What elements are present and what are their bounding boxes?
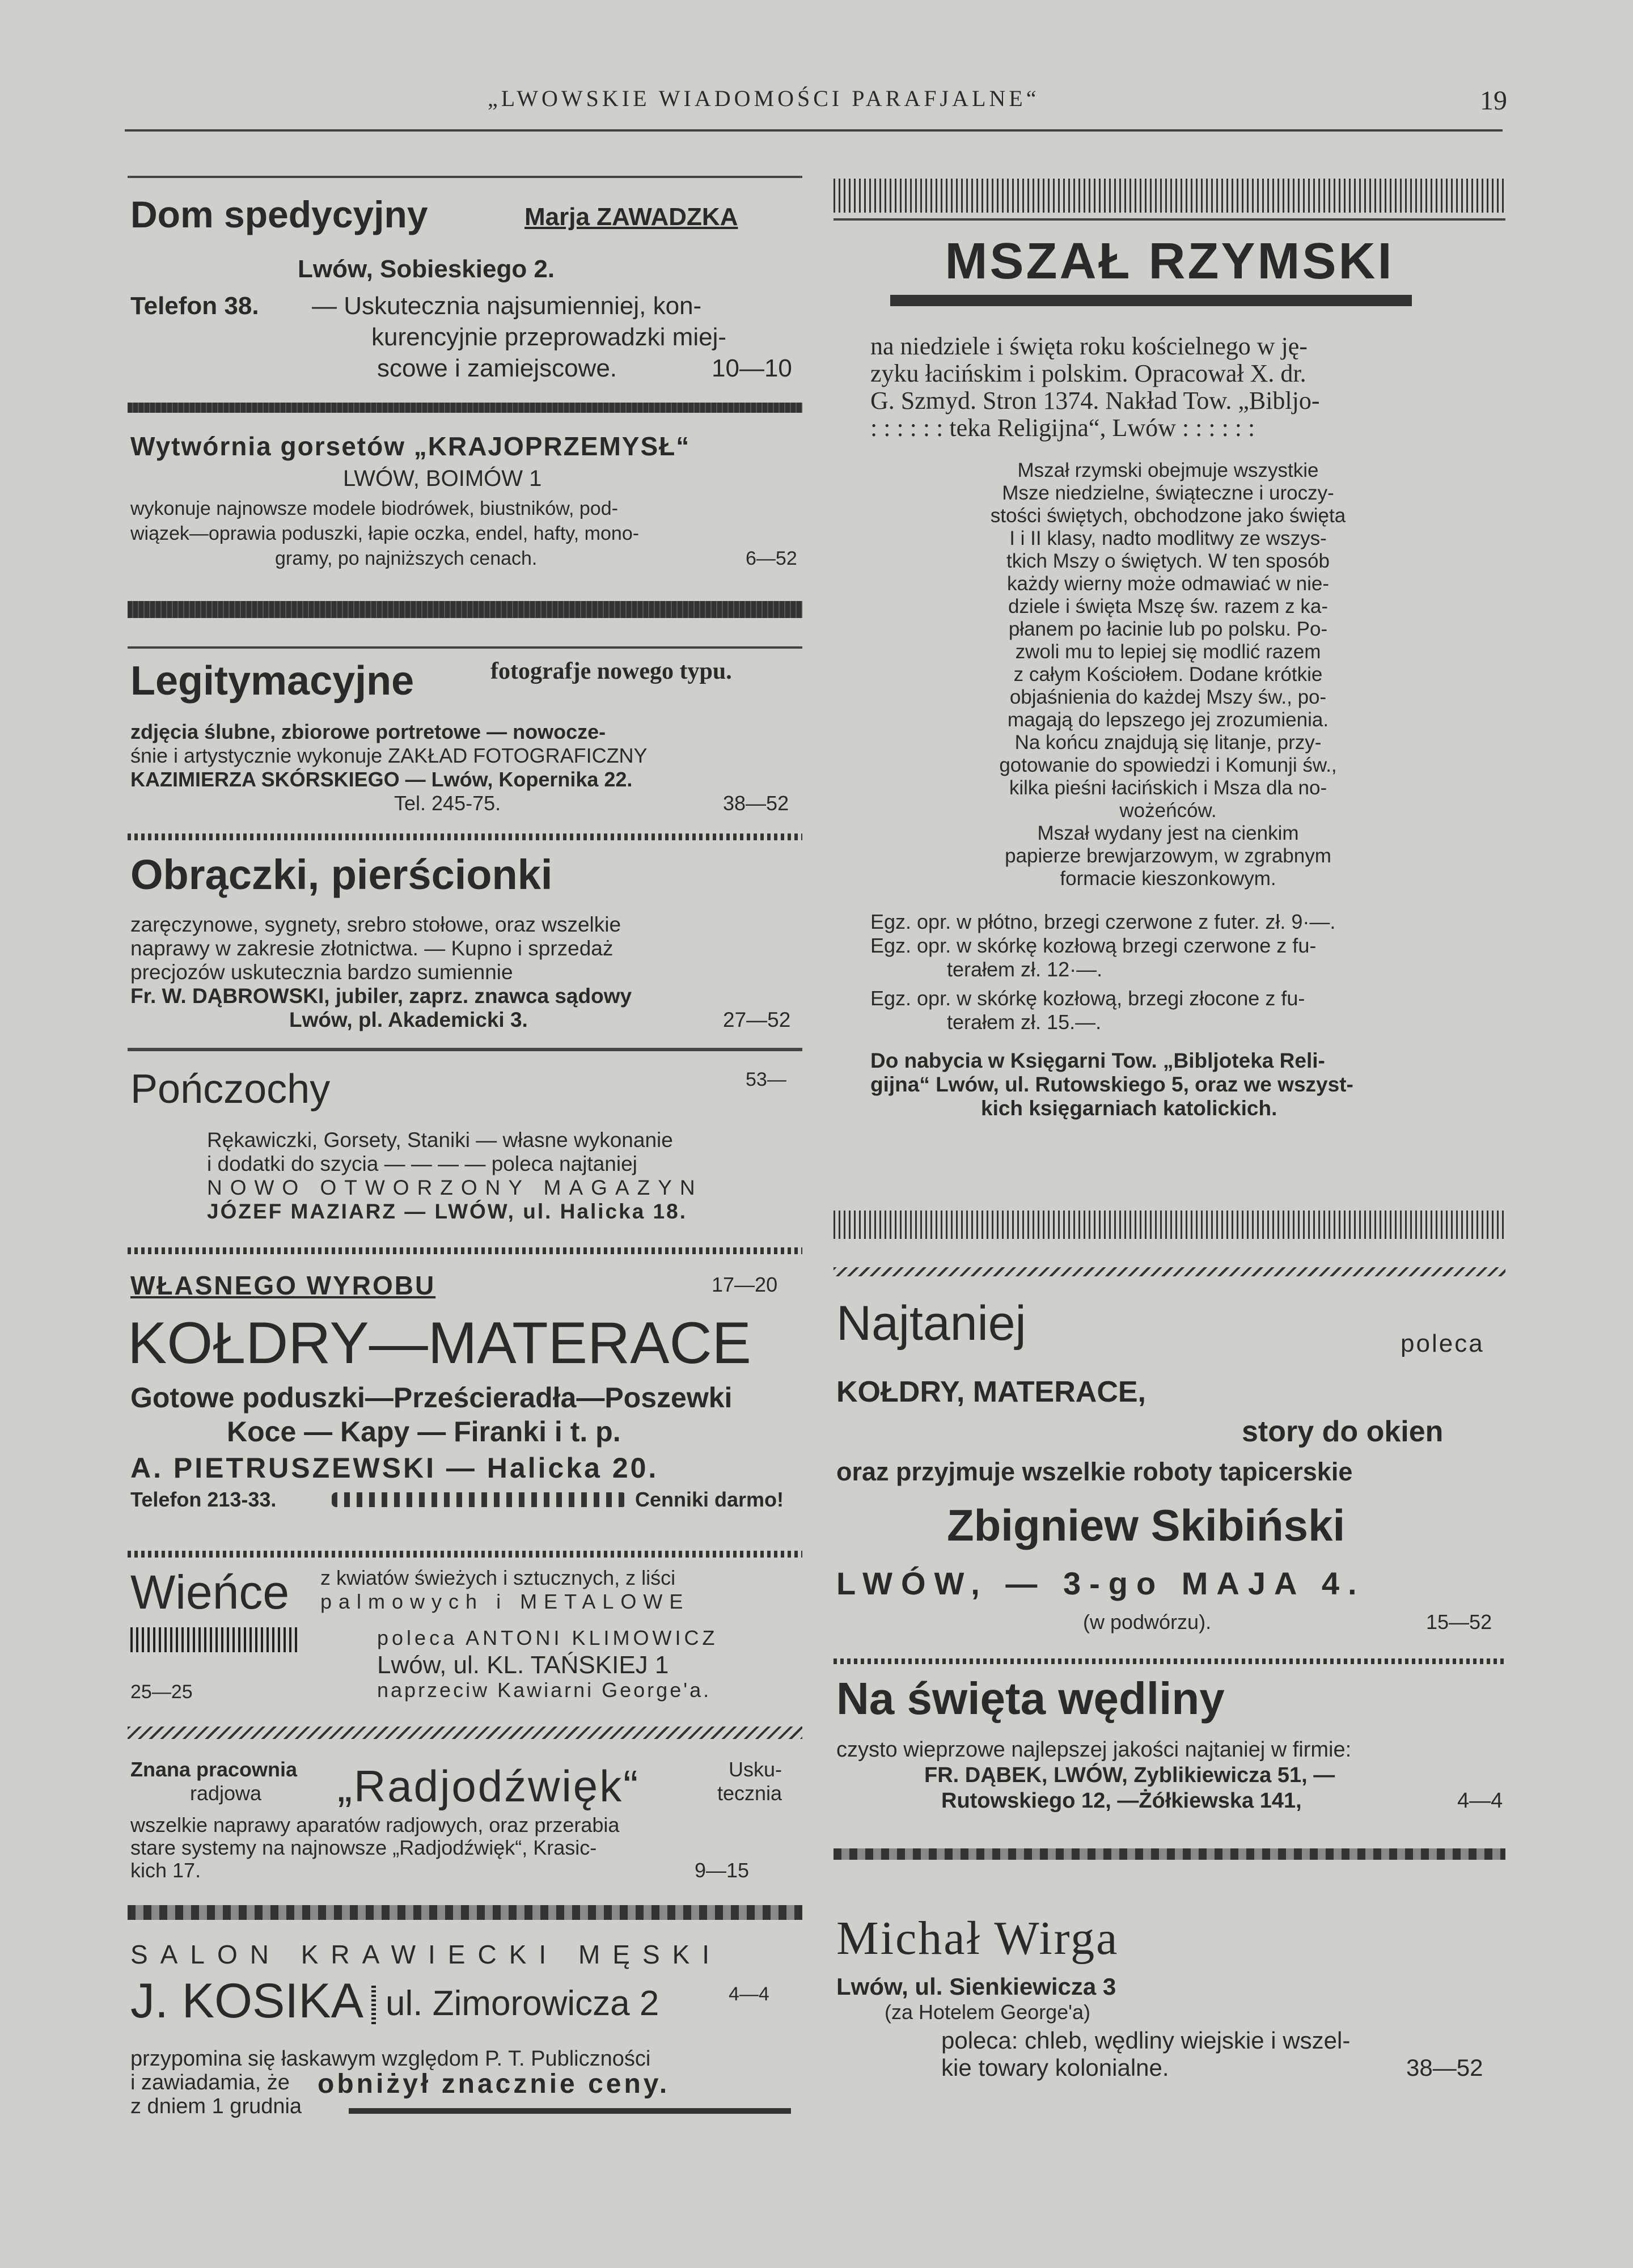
ad-code: 53— <box>746 1069 786 1090</box>
ad-code: 4—4 <box>729 1983 769 2005</box>
ad-text: kich 17. <box>130 1859 201 1882</box>
ad-subtitle: fotografje nowego typu. <box>490 658 732 684</box>
ornament-bars <box>371 1984 376 2024</box>
ad-text: gramy, po najniższych cenach. <box>275 548 538 569</box>
ad-text: śnie i artystycznie wykonuje ZAKŁAD FOTOGRAFICZNY <box>130 744 648 767</box>
ad-text: przypomina się łaskawym względom P. T. Publiczności <box>130 2047 651 2071</box>
ad-pre: radjowa <box>190 1782 262 1805</box>
desc-line: dziele i święta Mszę św. razem z ka- <box>1008 595 1329 617</box>
desc-line: Msze niedzielne, świąteczne i uroczy- <box>1002 482 1334 504</box>
ad-highlight: obniżył znacznie ceny. <box>318 2069 670 2099</box>
ad-code: 9—15 <box>695 1859 750 1882</box>
ad-title: KOŁDRY—MATERACE <box>128 1310 751 1376</box>
ad-title: Wytwórnia gorsetów „KRAJOPRZEMYSŁ“ <box>130 431 691 461</box>
ad-title: Legitymacyjne <box>130 658 414 704</box>
desc-line: stości świętych, obchodzone jako święta <box>990 505 1346 527</box>
ad-code: 27—52 <box>723 1008 791 1031</box>
ad-text: Fr. W. DĄBROWSKI, jubiler, zaprz. znawca sądowy <box>130 984 632 1008</box>
price-line: Egz. opr. w skórkę kozłową, brzegi złocone z fu- <box>870 987 1305 1010</box>
header-rule <box>125 129 1503 132</box>
ornament-chain <box>332 1492 627 1507</box>
desc-line: objaśnienia do każdej Mszy św., po- <box>1009 686 1327 708</box>
ad-address: ul. Zimorowicza 2 <box>386 1984 659 2023</box>
ad-code: 6—52 <box>746 548 797 569</box>
ad-text: tecznia <box>717 1782 782 1805</box>
ad-text: Rękawiczki, Gorsety, Staniki — własne wykonanie <box>207 1128 673 1152</box>
ad-text: KOŁDRY, MATERACE, <box>836 1376 1146 1408</box>
ad-text: FR. DĄBEK, LWÓW, Zyblikiewicza 51, — <box>924 1763 1335 1787</box>
desc-line: magają do lepszego jej zrozumienia. <box>1007 709 1329 731</box>
desc-line: tkich Mszy o świętych. W ten sposób <box>1006 550 1330 572</box>
ad-text: naprzeciw Kawiarni George'a. <box>377 1678 712 1702</box>
divider <box>834 218 1505 221</box>
divider <box>128 1727 802 1739</box>
ad-text: scowe i zamiejscowe. <box>377 354 617 382</box>
divider <box>834 1658 1505 1664</box>
ad-text: zyku łacińskim i polskim. Opracował X. dr. <box>870 359 1306 387</box>
ad-text: KAZIMIERZA SKÓRSKIEGO — Lwów, Kopernika 22. <box>130 768 633 791</box>
running-header-title: „LWOWSKIE WIADOMOŚCI PARAFJALNE“ <box>488 86 1040 111</box>
desc-line: Mszał rzymski obejmuje wszystkie <box>1017 459 1319 481</box>
ad-text: z dniem 1 grudnia <box>130 2094 302 2118</box>
divider <box>128 601 802 618</box>
ornament-bars <box>130 1627 301 1652</box>
ad-address: LWÓW, — 3-go MAJA 4. <box>836 1565 1365 1601</box>
ad-address: LWÓW, BOIMÓW 1 <box>343 466 542 491</box>
ad-text: naprawy w zakresie złotnictwa. — Kupno i sprzedaż <box>130 937 614 960</box>
ad-text: i zawiadamia, że <box>130 2071 290 2094</box>
ad-fotografia <box>128 658 802 828</box>
ad-text: poleca: chleb, wędliny wiejskie i wszel- <box>941 2027 1351 2054</box>
ad-code: 17—20 <box>712 1273 778 1296</box>
ad-phone: Telefon 213-33. <box>130 1488 277 1511</box>
price-line: terałem zł. 15.—. <box>947 1010 1102 1034</box>
ad-text: story do okien <box>1242 1415 1444 1448</box>
ad-phone: Tel. 245-75. <box>394 792 501 815</box>
ad-text: Rutowskiego 12, —Żółkiewska 141, <box>941 1789 1302 1813</box>
ad-phone: Telefon 38. <box>130 292 259 320</box>
ad-title: Michał Wirga <box>836 1912 1119 1965</box>
buy-line: gijna“ Lwów, ul. Rutowskiego 5, oraz we wszyst- <box>870 1073 1353 1096</box>
buy-line: kich księgarniach katolickich. <box>981 1097 1277 1120</box>
ad-name: J. KOSIKA <box>130 1974 364 2028</box>
ad-skibinski <box>834 1296 1505 1634</box>
ad-radjodzwiek <box>128 1758 802 1928</box>
ad-title: Obrączki, pierścionki <box>130 851 553 898</box>
ad-title: SALON KRAWIECKI MĘSKI <box>130 1940 722 1969</box>
desc-line: gotowanie do spowiedzi i Komunji św., <box>999 754 1337 776</box>
ad-code: 4—4 <box>1457 1789 1503 1813</box>
ad-text: kie towary kolonialne. <box>941 2054 1169 2081</box>
ad-title: Na święta wędliny <box>836 1673 1225 1724</box>
divider <box>349 2108 791 2114</box>
divider <box>834 1267 1505 1276</box>
divider <box>128 403 802 413</box>
ad-code: 25—25 <box>130 1681 193 1703</box>
ad-text: precjozów uskutecznia bardzo sumiennie <box>130 960 513 984</box>
desc-line: Na końcu znajdują się litanje, przy- <box>1014 731 1322 754</box>
ad-text: zdjęcia ślubne, zbiorowe portretowe — nowocze- <box>130 720 606 743</box>
desc-line: płanem po łacinie lub po polsku. Po- <box>1008 618 1328 640</box>
ad-address: Lwów, ul. KL. TAŃSKIEJ 1 <box>377 1651 669 1679</box>
desc-line: zwoli mu to lepiej się modlić razem <box>1015 641 1321 663</box>
buy-line: Do nabycia w Księgarni Tow. „Bibljoteka Reli- <box>870 1049 1325 1072</box>
desc-line: każdy wierny może odmawiać w nie- <box>1007 573 1329 595</box>
ad-text: — Uskutecznia najsumienniej, kon- <box>312 292 702 320</box>
ad-text: z kwiatów świeżych i sztucznych, z liści <box>320 1566 676 1589</box>
ad-text: czysto wieprzowe najlepszej jakości najtaniej w firmie: <box>836 1738 1352 1762</box>
divider <box>834 1848 1505 1860</box>
ad-text: NOWO OTWORZONY MAGAZYN <box>207 1176 703 1199</box>
ad-text: Gotowe poduszki—Prześcieradła—Poszewki <box>130 1382 733 1414</box>
ad-title: „Radjodźwięk“ <box>337 1761 640 1811</box>
ad-code: 15—52 <box>1426 1610 1492 1634</box>
ad-title: Dom spedycyjny <box>130 193 428 235</box>
ad-koldry <box>128 1270 802 1542</box>
divider <box>128 176 802 178</box>
ad-code: 38—52 <box>723 792 789 815</box>
ad-title: Wieńce <box>130 1565 290 1619</box>
ad-name: Zbigniew Skibiński <box>947 1500 1346 1550</box>
ad-text: palmowych i METALOWE <box>320 1590 690 1613</box>
ad-text: zaręczynowe, sygnety, srebro stołowe, oraz wszelkie <box>130 913 621 936</box>
ad-text: i dodatki do szycia — — — — poleca najtaniej <box>207 1152 637 1175</box>
desc-line: papierze brewjarzowym, w zgrabnym <box>1005 845 1331 867</box>
ad-text: kurencyjnie przeprowadzki miej- <box>371 323 727 351</box>
ad-code: 10—10 <box>712 354 792 382</box>
ad-zawadzka <box>128 193 802 408</box>
ad-pre: WŁASNEGO WYROBU <box>130 1271 436 1300</box>
page-number: 19 <box>1480 86 1507 116</box>
ad-text: G. Szmyd. Stron 1374. Nakład Tow. „Bibljo- <box>870 387 1320 414</box>
ad-mszal <box>834 232 1505 1208</box>
ad-text: wszelkie naprawy aparatów radjowych, oraz przerabia <box>130 1813 620 1837</box>
divider <box>128 1905 802 1920</box>
desc-line: wożeńców. <box>1119 799 1217 822</box>
ad-title: Najtaniej <box>836 1296 1026 1351</box>
ad-text: : : : : : : teka Religijna“, Lwów : : : : : : <box>870 414 1255 442</box>
ad-text: poleca ANTONI KLIMOWICZ <box>377 1626 718 1649</box>
ad-dabek <box>834 1673 1505 1877</box>
ornament-border <box>834 179 1505 213</box>
ad-wience <box>128 1565 802 1752</box>
ad-text: wiązek—oprawia poduszki, łapie oczka, endel, hafty, mono- <box>130 523 640 544</box>
ad-kosik <box>128 1939 802 2166</box>
ad-text: JÓZEF MAZIARZ — LWÓW, ul. Halicka 18. <box>207 1200 687 1223</box>
ad-text: Koce — Kapy — Firanki i t. p. <box>227 1416 621 1448</box>
ad-pre: Znana pracownia <box>130 1758 298 1781</box>
ad-gorsety <box>128 431 802 590</box>
price-line: terałem zł. 12·—. <box>947 958 1103 981</box>
divider <box>128 833 802 840</box>
ad-wirga <box>834 1911 1505 2126</box>
price-line: Egz. opr. w skórkę kozłową brzegi czerwone z fu- <box>870 934 1317 957</box>
ad-text: Usku- <box>729 1758 782 1781</box>
ad-title: MSZAŁ RZYMSKI <box>945 233 1394 290</box>
ad-text: poleca <box>1401 1330 1484 1357</box>
ad-text: (w podwórzu). <box>1083 1610 1212 1634</box>
ad-address: Lwów, ul. Sienkiewicza 3 <box>836 1973 1116 2000</box>
divider <box>128 646 802 649</box>
ad-address: Lwów, pl. Akademicki 3. <box>289 1008 528 1031</box>
ornament-border <box>834 1211 1505 1239</box>
divider <box>128 1551 802 1558</box>
ad-description <box>947 459 1389 890</box>
ad-title: Pończochy <box>130 1067 331 1112</box>
desc-line: kilka pieśni łacińskich i Msza dla no- <box>1009 777 1327 799</box>
ad-text: (za Hotelem George'a) <box>885 2000 1091 2024</box>
ad-name: Marja ZAWADZKA <box>524 203 738 231</box>
ad-text: na niedziele i święta roku kościelnego w ję- <box>870 332 1308 360</box>
price-line: Egz. opr. w płótno, brzegi czerwone z futer. zł. 9·—. <box>870 910 1336 933</box>
ad-address: Lwów, Sobieskiego 2. <box>298 255 555 283</box>
desc-line: z całym Kościołem. Dodane krótkie <box>1013 663 1323 686</box>
ad-text: A. PIETRUSZEWSKI — Halicka 20. <box>130 1452 659 1484</box>
desc-line: Mszał wydany jest na cienkim <box>1037 822 1299 844</box>
ad-text: stare systemy na najnowsze „Radjodźwięk“, Krasic- <box>130 1836 597 1859</box>
ad-code: 38—52 <box>1406 2054 1483 2081</box>
ad-obraczki <box>128 850 802 1038</box>
desc-line: I i II klasy, nadto modlitwy ze wszys- <box>1009 527 1327 549</box>
desc-line: formacie kieszonkowym. <box>1060 868 1276 890</box>
ad-price: Cenniki darmo! <box>635 1488 784 1511</box>
ad-text: oraz przyjmuje wszelkie roboty tapicerskie <box>836 1457 1353 1486</box>
divider <box>128 1048 802 1051</box>
divider <box>128 1247 802 1254</box>
divider <box>890 295 1412 306</box>
ad-text: wykonuje najnowsze modele biodrówek, biustników, pod- <box>130 498 618 519</box>
